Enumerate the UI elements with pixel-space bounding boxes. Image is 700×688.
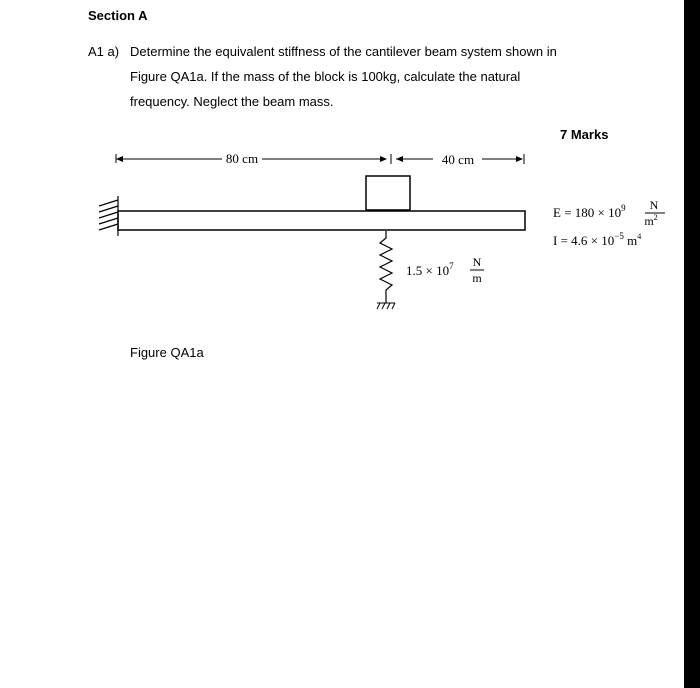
question-line-1: Determine the equivalent stiffness of the cantilever beam system shown in xyxy=(130,44,557,59)
mass-block xyxy=(366,176,410,210)
cantilever-beam xyxy=(118,211,525,230)
section-title: Section A xyxy=(88,8,148,23)
svg-text:I = 4.6 × 10−5 m4: $I = 4.6 \times 10^{-5}$ $m^4$ xyxy=(553,231,642,248)
svg-text:E = 180 × 109: $E = 180 \times 10^9$ xyxy=(553,203,626,220)
svg-text:1.5 × 107: $1.5 \times 10^7$ xyxy=(406,261,454,278)
dimension-40cm-label: 40 cm xyxy=(441,152,475,167)
svg-text:m2: $m^2$ xyxy=(644,213,658,228)
moment-of-inertia-label xyxy=(553,231,641,248)
question-line-2: Figure QA1a. If the mass of the block is 100kg, calculate the natural xyxy=(130,69,521,84)
figure-caption: Figure QA1a xyxy=(130,345,204,360)
question-line-3: frequency. Neglect the beam mass. xyxy=(130,94,334,109)
question-label: A1 a) xyxy=(88,44,120,59)
marks-label: 7 Marks xyxy=(560,127,609,142)
dimension-80cm-label: 80 cm xyxy=(225,151,259,166)
spring-stiffness-label xyxy=(406,255,484,285)
spring xyxy=(380,231,392,303)
svg-text:N: N xyxy=(472,255,482,269)
youngs-modulus-label xyxy=(553,198,665,228)
svg-text:N: N xyxy=(649,198,659,212)
fixed-wall-support xyxy=(99,196,118,236)
spring-ground xyxy=(377,303,395,309)
svg-text:m: m xyxy=(472,271,482,285)
